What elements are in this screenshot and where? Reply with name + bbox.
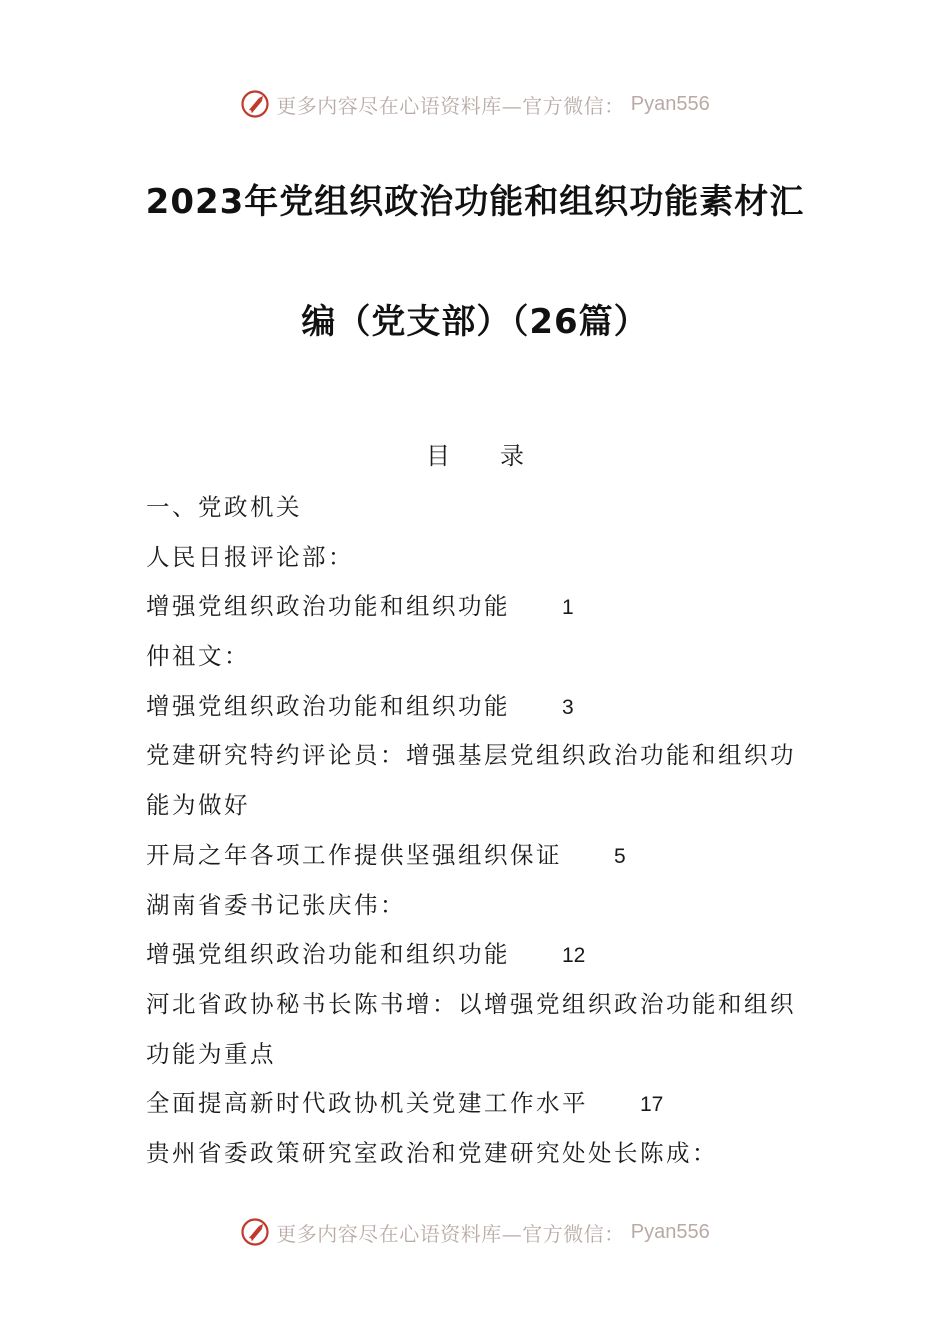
toc-entry-text: 增强党组织政治功能和组织功能 xyxy=(146,691,510,720)
footer-watermark xyxy=(0,1212,950,1252)
toc-entry[interactable] xyxy=(146,732,826,782)
toc-heading xyxy=(0,436,950,471)
toc-entry[interactable] xyxy=(146,931,826,981)
toc-entry-text: 增强党组织政治功能和组织功能 xyxy=(146,592,510,621)
toc-heading-right: 录 xyxy=(500,442,524,470)
watermark-wechat-id: Pyan556 xyxy=(630,1220,710,1243)
toc-entry[interactable] xyxy=(146,534,826,584)
watermark-text: 更多内容尽在心语资料库—官方微信： xyxy=(276,1221,625,1246)
toc-heading-left: 目 xyxy=(426,442,450,470)
toc-entry-text: 人民日报评论部： xyxy=(146,542,354,571)
toc-entry[interactable] xyxy=(146,782,826,832)
toc-entry-text: 开局之年各项工作提供坚强组织保证 xyxy=(146,840,562,869)
toc-entry[interactable] xyxy=(146,832,826,882)
toc-entry-text: 全面提高新时代政协机关党建工作水平 xyxy=(146,1089,588,1118)
toc-entry-text: 湖南省委书记张庆伟： xyxy=(146,890,406,919)
toc-entry[interactable] xyxy=(146,882,826,932)
pen-nib-logo-icon xyxy=(240,89,270,119)
watermark-wechat-id: Pyan556 xyxy=(630,92,710,115)
document-title-line-1: 2023年党组织政治功能和组织功能素材汇 xyxy=(145,182,805,222)
toc-entry-text: 仲祖文： xyxy=(146,642,250,671)
header-watermark xyxy=(0,84,950,124)
toc-entry-text: 能为做好 xyxy=(146,791,250,820)
watermark-text: 更多内容尽在心语资料库—官方微信： xyxy=(276,93,625,118)
toc-entry-text: 一、党政机关 xyxy=(146,493,302,521)
toc-entry[interactable] xyxy=(146,583,826,633)
toc-entry[interactable] xyxy=(146,1080,826,1130)
toc-entry[interactable] xyxy=(146,633,826,683)
toc-entry-text: 党建研究特约评论员：增强基层党组织政治功能和组织功 xyxy=(146,741,796,770)
watermark-group xyxy=(240,89,709,119)
toc-page-number: 5 xyxy=(614,844,626,868)
toc-entry[interactable] xyxy=(146,1130,826,1180)
document-title-line-2: 编（党支部）（26篇） xyxy=(301,302,649,342)
toc-entry-text: 功能为重点 xyxy=(146,1039,276,1068)
toc-entry-text: 贵州省委政策研究室政治和党建研究处处长陈成： xyxy=(146,1138,718,1167)
toc-page-number: 17 xyxy=(640,1093,664,1117)
watermark-group xyxy=(240,1217,709,1247)
toc-entry[interactable] xyxy=(146,484,826,534)
pen-nib-logo-icon xyxy=(240,1217,270,1247)
toc-entry-text: 增强党组织政治功能和组织功能 xyxy=(146,940,510,969)
toc-entry-text: 河北省政协秘书长陈书增：以增强党组织政治功能和组织 xyxy=(146,989,796,1018)
toc-entry[interactable] xyxy=(146,683,826,733)
toc-page-number: 12 xyxy=(562,944,586,968)
toc-entry[interactable] xyxy=(146,1031,826,1081)
toc-page-number: 3 xyxy=(562,695,574,719)
table-of-contents xyxy=(146,484,826,1180)
toc-entry[interactable] xyxy=(146,981,826,1031)
toc-page-number: 1 xyxy=(562,596,574,620)
